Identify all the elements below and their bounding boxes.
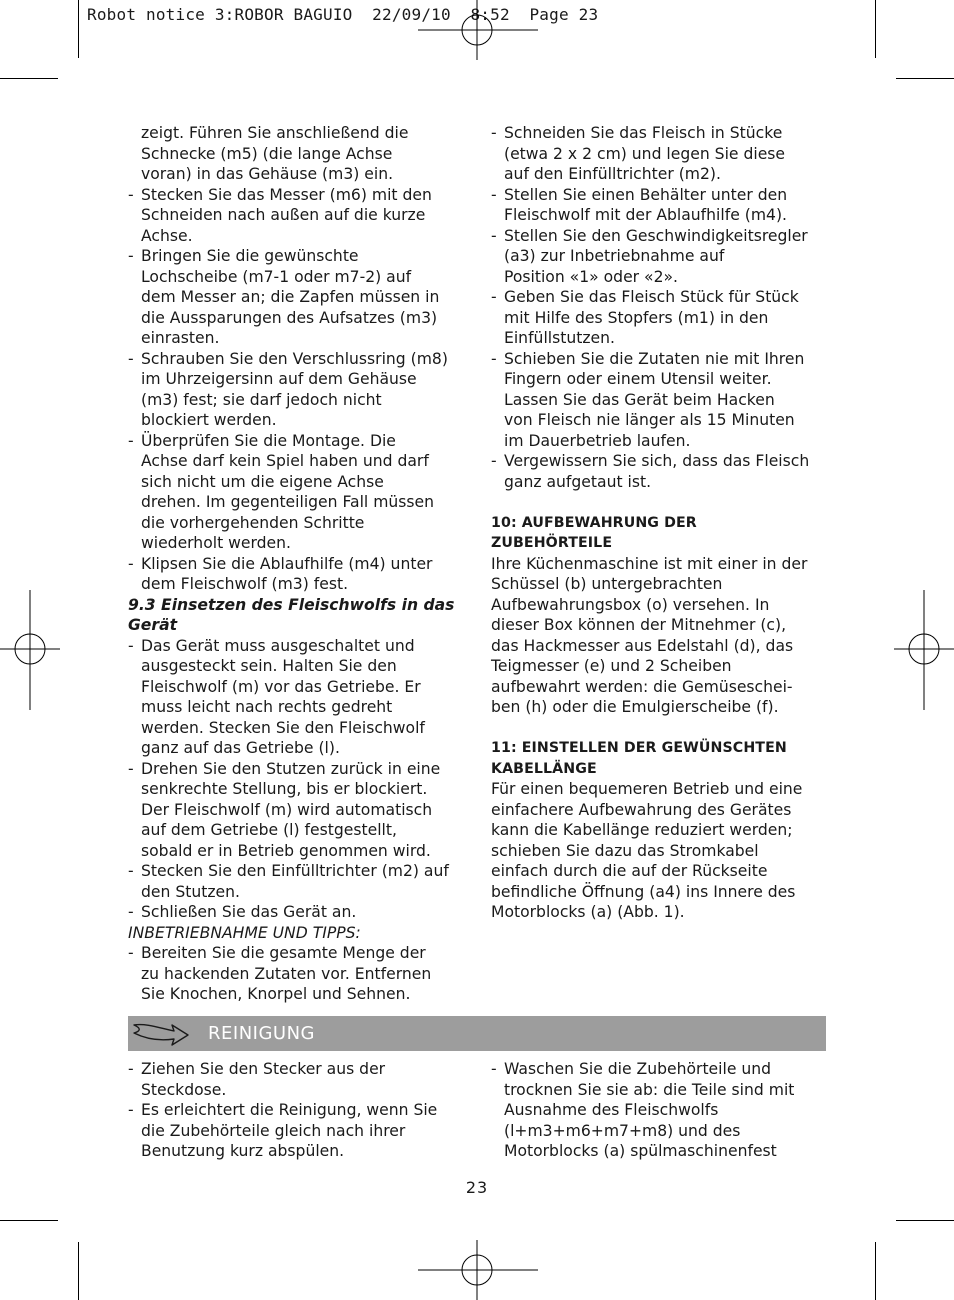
text-line: Einfüllstutzen. — [504, 329, 615, 347]
list-item — [491, 185, 826, 226]
text-line: befindliche Öffnung (a4) ins Innere des — [491, 882, 796, 901]
text-line: Stellen Sie den Geschwindigkeitsregler — [504, 226, 808, 245]
crop-mark — [875, 1242, 876, 1300]
section-banner — [128, 1016, 826, 1051]
text-line: Das Gerät muss ausgeschaltet und — [141, 636, 415, 655]
text-line: (m3) fest; sie darf jedoch nicht — [141, 390, 382, 409]
bullet-dash: - — [491, 226, 497, 245]
text-line: (l+m3+m6+m7+m8) und des — [504, 1121, 741, 1140]
text-line: Fingern oder einem Utensil weiter. — [504, 370, 772, 388]
bullet-dash: - — [128, 636, 134, 655]
text-line: Schrauben Sie den Verschlussring (m8) — [141, 349, 448, 368]
text-line: wiederholt werden. — [141, 534, 291, 552]
text-line: Für einen bequemeren Betrieb und eine — [491, 780, 803, 798]
text-line: Gerät — [128, 616, 178, 634]
text-line: Benutzung kurz abspülen. — [141, 1142, 345, 1160]
cleaning-left-column — [128, 1059, 463, 1162]
text-line: Vergewissern Sie sich, dass das Fleisch — [504, 452, 810, 470]
text-line: Aufbewahrungsbox (o) versehen. In — [491, 595, 770, 614]
section-heading — [491, 513, 826, 554]
text-line: drehen. Im gegenteiligen Fall müssen — [141, 493, 434, 511]
tips-heading: INBETRIEBNAHME UND TIPPS: — [128, 923, 361, 942]
text-line: ganz auf das Getriebe (l). — [141, 739, 340, 757]
section-paragraph — [491, 779, 826, 923]
bullet-dash: - — [491, 124, 497, 142]
list-item — [491, 287, 826, 349]
banner-title: REINIGUNG — [208, 1023, 315, 1044]
text-line: Der Fleischwolf (m) wird automatisch — [141, 800, 433, 819]
left-column — [128, 123, 463, 1005]
registration-mark-top — [418, 0, 538, 60]
text-line: senkrechte Stellung, bis er blockiert. — [141, 780, 428, 798]
crop-mark — [78, 0, 79, 58]
list-item — [128, 861, 463, 902]
text-line: dem Fleischwolf (m3) fest. — [141, 575, 349, 593]
text-line: Stellen Sie einen Behälter unter den — [504, 185, 788, 204]
text-line: muss leicht nach rechts gedreht — [141, 698, 393, 716]
bullet-dash: - — [128, 247, 134, 265]
text-line: sich nicht um die eigene Achse — [141, 472, 384, 491]
text-line: ZUBEHÖRTEILE — [491, 535, 613, 551]
list-item — [128, 636, 463, 759]
text-line: blockiert werden. — [141, 411, 277, 429]
list-item — [128, 1059, 463, 1100]
list-item — [491, 451, 826, 492]
text-line: voran) in das Gehäuse (m3) ein. — [141, 165, 394, 183]
text-line: Ziehen Sie den Stecker aus der — [141, 1060, 386, 1078]
text-line: aufbewahrt werden: die Gemüseschei- — [491, 677, 793, 696]
crop-mark — [0, 78, 58, 79]
text-line: Waschen Sie die Zubehörteile und — [504, 1060, 772, 1078]
text-line: Klipsen Sie die Ablaufhilfe (m4) unter — [141, 554, 433, 573]
crop-mark — [875, 0, 876, 58]
text-line: Fleischwolf (m) vor das Getriebe. Er — [141, 677, 421, 696]
page-number: 23 — [465, 1178, 489, 1197]
section-paragraph — [491, 554, 826, 718]
text-line: ben (h) oder die Emulgierscheibe (f). — [491, 698, 779, 716]
text-line: schieben Sie dazu das Stromkabel — [491, 841, 759, 860]
list-item — [128, 185, 463, 247]
text-line: (a3) zur Inbetriebnahme auf — [504, 247, 725, 265]
crop-mark — [896, 1220, 954, 1221]
registration-mark-right — [894, 590, 954, 710]
list-item — [491, 123, 826, 185]
cleaning-right-column — [491, 1059, 826, 1162]
list-item — [128, 431, 463, 554]
text-line: das Hackmesser aus Edelstahl (d), das — [491, 636, 794, 655]
list-item — [128, 943, 463, 1005]
text-line: mit Hilfe des Stopfers (m1) in den — [504, 308, 769, 327]
text-line: Stecken Sie den Einfülltrichter (m2) auf — [141, 862, 449, 880]
text-line: dieser Box können der Mitnehmer (c), — [491, 616, 787, 634]
bullet-dash: - — [128, 944, 134, 962]
text-line: auf dem Getriebe (l) festgestellt, — [141, 821, 397, 839]
continued-text — [128, 123, 463, 185]
bullet-dash: - — [491, 288, 497, 306]
text-line: zeigt. Führen Sie anschließend die — [141, 124, 409, 142]
text-line: einfachere Aufbewahrung des Gerätes — [491, 800, 792, 819]
bullet-dash: - — [128, 903, 134, 921]
list-item — [128, 759, 463, 862]
text-line: einfach durch die auf der Rückseite — [491, 862, 768, 880]
text-line: Schneiden nach außen auf die kurze — [141, 206, 426, 224]
crop-mark — [0, 1220, 58, 1221]
list-item — [491, 1059, 826, 1162]
text-line: Steckdose. — [141, 1080, 227, 1099]
text-line: Schnecke (m5) (die lange Achse — [141, 144, 393, 163]
text-line: Bringen Sie die gewünschte — [141, 247, 359, 265]
registration-mark-left — [0, 590, 60, 710]
bullet-dash: - — [128, 185, 134, 204]
text-line: den Stutzen. — [141, 882, 240, 901]
bullet-dash: - — [491, 452, 497, 470]
arrow-icon — [132, 1019, 192, 1049]
print-slug: Robot notice 3:ROBOR BAGUIO 22/09/10 8:52 Page 23 — [87, 5, 599, 24]
text-line: Achse. — [141, 226, 193, 245]
text-line: Schließen Sie das Gerät an. — [141, 903, 357, 921]
text-line: einrasten. — [141, 329, 220, 347]
text-line: Motorblocks (a) (Abb. 1). — [491, 903, 685, 921]
bullet-dash: - — [128, 862, 134, 880]
text-line: Motorblocks (a) spülmaschinenfest — [504, 1142, 777, 1160]
text-line: Geben Sie das Fleisch Stück für Stück — [504, 288, 799, 306]
text-line: KABELLÄNGE — [491, 760, 597, 777]
text-line: Stecken Sie das Messer (m6) mit den — [141, 185, 432, 204]
right-column — [491, 123, 826, 923]
text-line: 9.3 Einsetzen des Fleischwolfs in das — [128, 595, 455, 614]
text-line: dem Messer an; die Zapfen müssen in — [141, 288, 440, 306]
bullet-dash: - — [491, 185, 497, 204]
list-item — [128, 902, 463, 923]
text-line: im Uhrzeigersinn auf dem Gehäuse — [141, 370, 417, 388]
list-item — [128, 1100, 463, 1162]
bullet-dash: - — [128, 349, 134, 368]
text-line: Sie Knochen, Knorpel und Sehnen. — [141, 985, 411, 1003]
text-line: Schieben Sie die Zutaten nie mit Ihren — [504, 349, 805, 368]
text-line: sobald er in Betrieb genommen wird. — [141, 841, 431, 860]
text-line: Fleischwolf mit der Ablaufhilfe (m4). — [504, 206, 787, 224]
spacer — [491, 718, 826, 739]
registration-mark-bottom — [418, 1240, 538, 1300]
text-line: Teigmesser (e) und 2 Scheiben — [491, 657, 732, 675]
list-item — [491, 349, 826, 452]
crop-mark — [896, 78, 954, 79]
bullet-dash: - — [128, 554, 134, 573]
text-line: Ausnahme des Fleischwolfs — [504, 1101, 719, 1119]
bullet-dash: - — [128, 431, 134, 450]
bullet-dash: - — [491, 1060, 497, 1078]
subsection-heading — [128, 595, 463, 636]
section-heading — [491, 738, 826, 779]
text-line: Lassen Sie das Gerät beim Hacken — [504, 390, 775, 409]
list-item — [128, 349, 463, 431]
text-line: Lochscheibe (m7-1 oder m7-2) auf — [141, 267, 412, 286]
text-line: zu hackenden Zutaten vor. Entfernen — [141, 964, 432, 983]
bullet-dash: - — [128, 759, 134, 778]
text-line: Position «1» oder «2». — [504, 267, 678, 286]
text-line: kann die Kabellänge reduziert werden; — [491, 821, 793, 839]
text-line: Achse darf kein Spiel haben und darf — [141, 452, 429, 470]
text-line: werden. Stecken Sie den Fleischwolf — [141, 718, 425, 737]
text-line: von Fleisch nie länger als 15 Minuten — [504, 411, 795, 429]
text-line: (etwa 2 x 2 cm) und legen Sie diese — [504, 144, 786, 163]
text-line: ausgesteckt sein. Halten Sie den — [141, 657, 397, 675]
text-line: im Dauerbetrieb laufen. — [504, 431, 691, 450]
list-item — [491, 226, 826, 288]
text-line: die vorhergehenden Schritte — [141, 513, 365, 532]
text-line: 11: EINSTELLEN DER GEWÜNSCHTEN — [491, 740, 787, 756]
text-line: Überprüfen Sie die Montage. Die — [141, 431, 396, 450]
bullet-dash: - — [491, 349, 497, 368]
text-line: auf den Einfülltrichter (m2). — [504, 165, 721, 183]
list-item — [128, 246, 463, 349]
text-line: Ihre Küchenmaschine ist mit einer in der — [491, 554, 808, 573]
spacer — [491, 492, 826, 513]
text-line: 10: AUFBEWAHRUNG DER — [491, 514, 697, 531]
text-line: Schneiden Sie das Fleisch in Stücke — [504, 124, 783, 142]
bullet-dash: - — [128, 1101, 134, 1119]
bullet-dash: - — [128, 1060, 134, 1078]
text-line: die Zubehörteile gleich nach ihrer — [141, 1121, 406, 1140]
text-line: Drehen Sie den Stutzen zurück in eine — [141, 759, 441, 778]
text-line: Schüssel (b) untergebrachten — [491, 575, 723, 593]
text-line: Bereiten Sie die gesamte Menge der — [141, 944, 426, 962]
text-line: trocknen Sie sie ab: die Teile sind mit — [504, 1080, 795, 1099]
text-line: die Aussparungen des Aufsatzes (m3) — [141, 308, 438, 327]
list-item — [128, 554, 463, 595]
crop-mark — [78, 1242, 79, 1300]
text-line: ganz aufgetaut ist. — [504, 472, 652, 491]
text-line: Es erleichtert die Reinigung, wenn Sie — [141, 1101, 438, 1119]
